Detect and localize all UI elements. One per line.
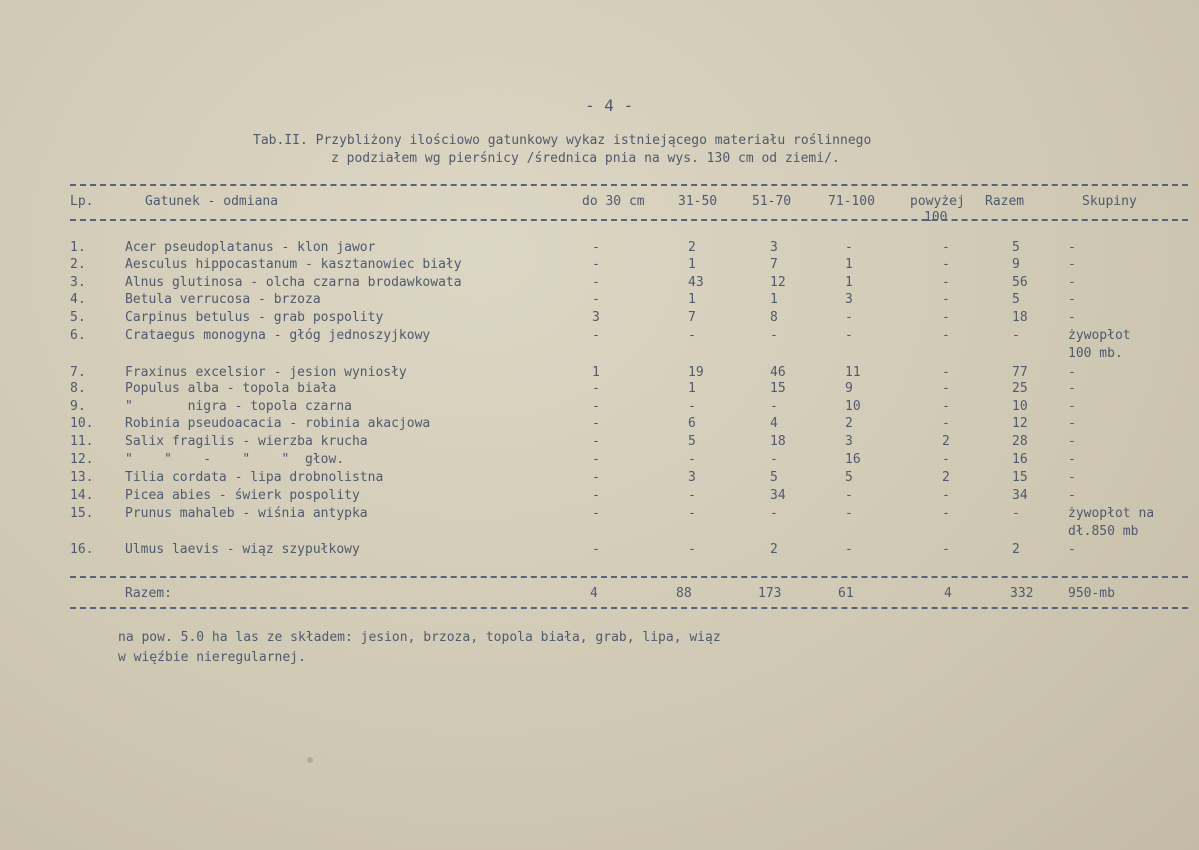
col-1: -: [592, 542, 600, 557]
row-number: 3.: [70, 275, 86, 290]
table-title-line-2: z podziałem wg pierśnicy /średnica pnia na wys. 130 cm od ziemi/.: [331, 151, 840, 166]
col-4: 3: [845, 292, 853, 307]
col-5: -: [942, 275, 950, 290]
species-name: Robinia pseudoacacia - robinia akacjowa: [125, 416, 431, 431]
totals-groups: 950-mb: [1068, 586, 1115, 601]
species-name: Salix fragilis - wierzba krucha: [125, 434, 368, 449]
col-1: -: [592, 292, 600, 307]
col-4: -: [845, 240, 853, 255]
groups: -: [1068, 452, 1076, 467]
species-name: Picea abies - świerk pospolity: [125, 488, 360, 503]
col-2: -: [688, 542, 696, 557]
col-5: -: [942, 416, 950, 431]
col-4: 1: [845, 257, 853, 272]
row-number: 13.: [70, 470, 94, 485]
col-5: -: [942, 506, 950, 521]
row-number: 12.: [70, 452, 94, 467]
species-name: Carpinus betulus - grab pospolity: [125, 310, 384, 325]
col-5: -: [942, 399, 950, 414]
col-3: 18: [770, 434, 786, 449]
col-3: 1: [770, 292, 778, 307]
row-number: 6.: [70, 328, 86, 343]
header-col-1: do 30 cm: [582, 194, 645, 209]
groups: -: [1068, 399, 1076, 414]
row-total: -: [1012, 328, 1020, 343]
col-4: -: [845, 310, 853, 325]
row-number: 9.: [70, 399, 86, 414]
col-2: -: [688, 488, 696, 503]
groups: -: [1068, 542, 1076, 557]
row-total: 56: [1012, 275, 1028, 290]
col-1: -: [592, 416, 600, 431]
table-title-line-1: Tab.II. Przybliżony ilościowo gatunkowy wykaz istniejącego materiału roślinnego: [253, 133, 872, 148]
col-4: 16: [845, 452, 861, 467]
row-total: 18: [1012, 310, 1028, 325]
totals-col-4: 61: [838, 586, 854, 601]
row-total: 5: [1012, 292, 1020, 307]
note-line-1: na pow. 5.0 ha las ze składem: jesion, brzoza, topola biała, grab, lipa, wiąz: [118, 630, 721, 645]
groups: -: [1068, 292, 1076, 307]
row-number: 7.: [70, 365, 86, 380]
groups: żywopłot na: [1068, 506, 1155, 521]
groups-line-2: dł.850 mb: [1068, 524, 1139, 539]
groups: żywopłot: [1068, 328, 1131, 343]
col-1: -: [592, 399, 600, 414]
col-2: -: [688, 399, 696, 414]
species-name: Ulmus laevis - wiąz szypułkowy: [125, 542, 360, 557]
col-4: 5: [845, 470, 853, 485]
col-4: -: [845, 506, 853, 521]
col-2: 1: [688, 381, 696, 396]
species-name: " nigra - topola czarna: [125, 399, 352, 414]
row-number: 14.: [70, 488, 94, 503]
groups: -: [1068, 434, 1076, 449]
row-total: -: [1012, 506, 1020, 521]
header-col-2: 31-50: [678, 194, 718, 209]
species-name: Fraxinus excelsior - jesion wyniosły: [125, 365, 407, 380]
species-name: Tilia cordata - lipa drobnolistna: [125, 470, 384, 485]
row-number: 2.: [70, 257, 86, 272]
groups: -: [1068, 416, 1076, 431]
header-col-4: 71-100: [828, 194, 875, 209]
col-4: 1: [845, 275, 853, 290]
row-total: 9: [1012, 257, 1020, 272]
row-total: 5: [1012, 240, 1020, 255]
totals-col-5: 4: [944, 586, 952, 601]
row-total: 77: [1012, 365, 1028, 380]
groups: -: [1068, 310, 1076, 325]
col-4: 11: [845, 365, 861, 380]
row-number: 4.: [70, 292, 86, 307]
row-total: 28: [1012, 434, 1028, 449]
species-name: Crataegus monogyna - głóg jednoszyjkowy: [125, 328, 431, 343]
col-5: 2: [942, 470, 950, 485]
col-4: 10: [845, 399, 861, 414]
col-1: 1: [592, 365, 600, 380]
header-col-5: powyżej: [910, 194, 965, 209]
col-3: -: [770, 506, 778, 521]
col-2: -: [688, 328, 696, 343]
row-total: 10: [1012, 399, 1028, 414]
col-2: 5: [688, 434, 696, 449]
totals-rule-bottom: [70, 607, 1188, 609]
totals-col-3: 173: [758, 586, 782, 601]
header-species: Gatunek - odmiana: [145, 194, 279, 209]
row-total: 12: [1012, 416, 1028, 431]
col-4: -: [845, 488, 853, 503]
row-number: 8.: [70, 381, 86, 396]
row-total: 34: [1012, 488, 1028, 503]
col-3: 4: [770, 416, 778, 431]
col-3: 46: [770, 365, 786, 380]
groups: -: [1068, 275, 1076, 290]
groups: -: [1068, 257, 1076, 272]
col-1: -: [592, 257, 600, 272]
col-2: 2: [688, 240, 696, 255]
col-2: 6: [688, 416, 696, 431]
col-5: 2: [942, 434, 950, 449]
col-1: -: [592, 470, 600, 485]
groups: -: [1068, 381, 1076, 396]
col-3: -: [770, 328, 778, 343]
groups: -: [1068, 470, 1076, 485]
totals-col-1: 4: [590, 586, 598, 601]
col-2: -: [688, 452, 696, 467]
row-number: 1.: [70, 240, 86, 255]
col-3: -: [770, 399, 778, 414]
totals-col-2: 88: [676, 586, 692, 601]
note-line-2: w więźbie nieregularnej.: [118, 650, 306, 665]
col-1: 3: [592, 310, 600, 325]
col-1: -: [592, 506, 600, 521]
col-5: -: [942, 257, 950, 272]
species-name: Prunus mahaleb - wiśnia antypka: [125, 506, 368, 521]
col-4: 2: [845, 416, 853, 431]
col-3: 3: [770, 240, 778, 255]
row-number: 11.: [70, 434, 94, 449]
header-col-5b: 100: [924, 210, 948, 225]
row-number: 5.: [70, 310, 86, 325]
col-3: 34: [770, 488, 786, 503]
col-3: 12: [770, 275, 786, 290]
col-5: -: [942, 542, 950, 557]
col-5: -: [942, 452, 950, 467]
col-3: 2: [770, 542, 778, 557]
groups: -: [1068, 240, 1076, 255]
totals-total: 332: [1010, 586, 1034, 601]
col-3: 7: [770, 257, 778, 272]
species-name: Acer pseudoplatanus - klon jawor: [125, 240, 376, 255]
species-name: Populus alba - topola biała: [125, 381, 337, 396]
col-5: -: [942, 240, 950, 255]
species-name: Alnus glutinosa - olcha czarna brodawkowata: [125, 275, 462, 290]
col-5: -: [942, 381, 950, 396]
col-3: 5: [770, 470, 778, 485]
top-rule: [70, 184, 1188, 186]
col-5: -: [942, 328, 950, 343]
row-number: 16.: [70, 542, 94, 557]
species-name: Aesculus hippocastanum - kasztanowiec biały: [125, 257, 462, 272]
row-total: 2: [1012, 542, 1020, 557]
totals-rule-top: [70, 576, 1188, 578]
col-3: -: [770, 452, 778, 467]
species-name: Betula verrucosa - brzoza: [125, 292, 321, 307]
col-1: -: [592, 452, 600, 467]
row-total: 15: [1012, 470, 1028, 485]
col-2: 1: [688, 257, 696, 272]
col-4: -: [845, 542, 853, 557]
col-3: 15: [770, 381, 786, 396]
col-5: -: [942, 488, 950, 503]
col-2: 7: [688, 310, 696, 325]
ink-smudge: [307, 757, 313, 763]
col-2: 43: [688, 275, 704, 290]
col-2: -: [688, 506, 696, 521]
col-4: 3: [845, 434, 853, 449]
col-5: -: [942, 292, 950, 307]
groups-line-2: 100 mb.: [1068, 346, 1123, 361]
page-number: - 4 -: [585, 96, 634, 115]
row-total: 25: [1012, 381, 1028, 396]
col-1: -: [592, 434, 600, 449]
col-2: 19: [688, 365, 704, 380]
groups: -: [1068, 365, 1076, 380]
header-total: Razem: [985, 194, 1025, 209]
col-1: -: [592, 381, 600, 396]
col-2: 1: [688, 292, 696, 307]
col-4: -: [845, 328, 853, 343]
header-groups: Skupiny: [1082, 194, 1137, 209]
species-name: " " - " " głow.: [125, 452, 345, 467]
col-5: -: [942, 310, 950, 325]
col-1: -: [592, 240, 600, 255]
col-1: -: [592, 275, 600, 290]
header-rule: [70, 219, 1188, 221]
row-number: 10.: [70, 416, 94, 431]
col-4: 9: [845, 381, 853, 396]
col-2: 3: [688, 470, 696, 485]
row-total: 16: [1012, 452, 1028, 467]
header-lp: Lp.: [70, 194, 94, 209]
col-1: -: [592, 488, 600, 503]
col-1: -: [592, 328, 600, 343]
row-number: 15.: [70, 506, 94, 521]
header-col-3: 51-70: [752, 194, 792, 209]
groups: -: [1068, 488, 1076, 503]
col-3: 8: [770, 310, 778, 325]
totals-label: Razem:: [125, 586, 172, 601]
col-5: -: [942, 365, 950, 380]
